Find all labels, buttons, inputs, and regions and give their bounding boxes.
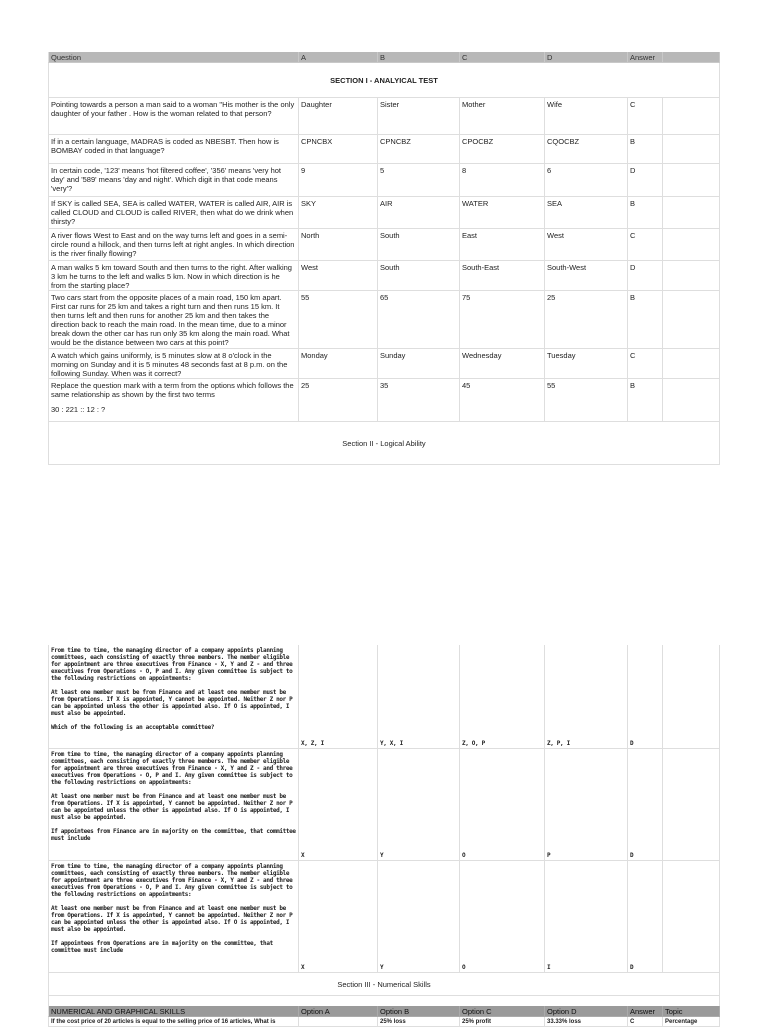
numerical-d-cell[interactable]: 33.33% loss xyxy=(545,1017,628,1027)
question-cell[interactable] xyxy=(48,229,299,261)
question-text: Pointing towards a person a man said to a woman "His mother is the only daughter of your father . How is the woman related to that person? xyxy=(51,100,295,118)
question-text: If in a certain language, MADRAS is coded as NBESBT. Then how is BOMBAY coded in that language? xyxy=(51,137,279,155)
option-b-cell[interactable]: CPNCBZ xyxy=(378,135,460,164)
table-row xyxy=(48,291,720,349)
option-a-cell[interactable]: SKY xyxy=(299,197,378,229)
option-c-cell[interactable]: South-East xyxy=(460,261,545,291)
option-d-cell[interactable]: West xyxy=(545,229,628,261)
question-text: If SKY is called SEA, SEA is called WATER, WATER is called AIR, AIR is called CLOUD and CLOUD is called RIVER, then what do we drink when thirsty? xyxy=(51,199,294,226)
option-a-cell[interactable]: West xyxy=(299,261,378,291)
numerical-header-question[interactable]: NUMERICAL AND GRAPHICAL SKILLS xyxy=(48,1006,299,1017)
question-text: At least one member must be from Finance and at least one member must be from Operations. If X is appointed, Y cannot be appointed. Neither Z nor P can be appointed unless the other is appointed also. If O is appointed, I must also be appointed. xyxy=(51,689,293,717)
numerical-header-a[interactable]: Option A xyxy=(299,1006,378,1017)
option-b-cell[interactable]: South xyxy=(378,261,460,291)
empty-cell[interactable] xyxy=(663,749,720,861)
question-cell[interactable] xyxy=(48,645,299,749)
header-empty[interactable] xyxy=(663,52,720,63)
section1-title: SECTION I - ANALYICAL TEST xyxy=(330,75,438,85)
answer-cell[interactable]: B xyxy=(628,197,663,229)
question-cell[interactable] xyxy=(48,261,299,291)
question-text: Replace the question mark with a term from the options which follows the same relationship as shown by the first two terms xyxy=(51,381,294,399)
option-a-cell[interactable]: 9 xyxy=(299,164,378,197)
option-c-cell[interactable]: Mother xyxy=(460,98,545,135)
table-row xyxy=(48,261,720,291)
table-row xyxy=(48,197,720,229)
question-text: At least one member must be from Finance and at least one member must be from Operations. If X is appointed, Y cannot be appointed. Neither Z nor P can be appointed unless the other is appointed also. If O is appointed, I must also be appointed. xyxy=(51,905,293,933)
question-cell[interactable] xyxy=(48,749,299,861)
question-cell[interactable] xyxy=(48,349,299,379)
table-row xyxy=(48,379,720,422)
numerical-answer-cell[interactable]: C xyxy=(628,1017,663,1027)
numerical-c-cell[interactable]: 25% profit xyxy=(460,1017,545,1027)
question-cell[interactable] xyxy=(48,379,299,422)
option-a-cell[interactable]: Monday xyxy=(299,349,378,379)
answer-cell[interactable]: C xyxy=(628,98,663,135)
analytical-test-table xyxy=(48,52,720,465)
section2-title-row xyxy=(48,422,720,465)
question-cell[interactable] xyxy=(48,197,299,229)
header-d[interactable]: D xyxy=(545,52,628,63)
section3-title-row xyxy=(48,973,720,996)
numerical-question-cell[interactable]: If the cost price of 20 articles is equal to the selling price of 16 articles, What is xyxy=(48,1017,299,1027)
option-d-cell[interactable]: Tuesday xyxy=(545,349,628,379)
option-a-cell[interactable]: CPNCBX xyxy=(299,135,378,164)
answer-cell[interactable]: B xyxy=(628,135,663,164)
option-b-cell[interactable]: AIR xyxy=(378,197,460,229)
option-a-cell[interactable]: X, Z, I xyxy=(299,645,378,749)
option-b-cell[interactable]: 65 xyxy=(378,291,460,349)
table-row xyxy=(48,645,720,749)
question-cell[interactable] xyxy=(48,135,299,164)
question-text: Two cars start from the opposite places of a main road, 150 km apart. First car runs for 25 km and takes a right turn and then runs 15 km. It then turns left and then runs for another 25 km and then takes the direction back to reach the main road. In the mean time, due to a minor break down the other car has run only 35 km along the main road. What would be the distance between two cars at this point? xyxy=(51,293,290,347)
option-b-cell[interactable]: South xyxy=(378,229,460,261)
question-text: At least one member must be from Finance and at least one member must be from Operations. If X is appointed, Y cannot be appointed. Neither Z nor P can be appointed unless the other is appointed also. If O is appointed, I must also be appointed. xyxy=(51,793,293,821)
section3-title: Section III - Numerical Skills xyxy=(337,979,431,989)
option-d-cell[interactable]: Wife xyxy=(545,98,628,135)
answer-cell[interactable]: D xyxy=(628,164,663,197)
table-row xyxy=(48,861,720,973)
option-d-cell[interactable]: Z, P, I xyxy=(545,645,628,749)
question-cell[interactable] xyxy=(48,861,299,973)
option-b-cell[interactable]: 5 xyxy=(378,164,460,197)
answer-cell[interactable]: B xyxy=(628,291,663,349)
empty-cell[interactable] xyxy=(663,291,720,349)
table-row xyxy=(48,349,720,379)
question-text: A watch which gains uniformly, is 5 minutes slow at 8 o'clock in the morning on Sunday and it is 5 minutes 48 seconds fast at 8 p.m. on the following Sunday. When was it correct? xyxy=(51,351,288,378)
question-text: If appointees from Operations are in majority on the committee, that committee must include xyxy=(51,940,273,954)
header-question[interactable]: Question xyxy=(48,52,299,63)
option-d-cell[interactable]: 55 xyxy=(545,379,628,422)
option-a-cell[interactable]: Daughter xyxy=(299,98,378,135)
answer-cell[interactable]: D xyxy=(628,749,663,861)
question-cell[interactable] xyxy=(48,98,299,135)
empty-cell[interactable] xyxy=(663,135,720,164)
option-c-cell[interactable]: O xyxy=(460,749,545,861)
numerical-partial-row xyxy=(48,1017,720,1027)
answer-cell[interactable]: B xyxy=(628,379,663,422)
empty-cell[interactable] xyxy=(663,861,720,973)
option-b-cell[interactable]: Sunday xyxy=(378,349,460,379)
empty-cell[interactable] xyxy=(663,379,720,422)
numerical-header-topic[interactable]: Topic xyxy=(663,1006,720,1017)
option-b-cell[interactable]: 35 xyxy=(378,379,460,422)
question-text: From time to time, the managing director of a company appoints planning committees, each consisting of exactly three members. The member eligible for appointment are three executives from Finance - X, Y and Z - and three executives from Operations - O, P and I. Any given committee is subject to the following restrictions on appointments: xyxy=(51,647,293,682)
empty-cell[interactable] xyxy=(663,645,720,749)
numerical-header-c[interactable]: Option C xyxy=(460,1006,545,1017)
header-answer[interactable]: Answer xyxy=(628,52,663,63)
question-text: A river flows West to East and on the way turns left and goes in a semi-circle round a hillock, and then turns left at right angles. In which direction is the river finally flowing? xyxy=(51,231,295,258)
question-cell[interactable] xyxy=(48,164,299,197)
logical-ability-table xyxy=(48,645,720,1008)
answer-cell[interactable]: C xyxy=(628,229,663,261)
table-row xyxy=(48,749,720,861)
option-c-cell[interactable]: Z, O, P xyxy=(460,645,545,749)
empty-cell[interactable] xyxy=(663,261,720,291)
option-d-cell[interactable]: I xyxy=(545,861,628,973)
option-d-cell[interactable]: P xyxy=(545,749,628,861)
option-d-cell[interactable]: South-West xyxy=(545,261,628,291)
option-c-cell[interactable]: 8 xyxy=(460,164,545,197)
option-a-cell[interactable]: X xyxy=(299,749,378,861)
option-b-cell[interactable]: Y, X, I xyxy=(378,645,460,749)
numerical-b-cell[interactable]: 25% loss xyxy=(378,1017,460,1027)
empty-cell[interactable] xyxy=(663,164,720,197)
option-d-cell[interactable]: CQOCBZ xyxy=(545,135,628,164)
option-a-cell[interactable]: 55 xyxy=(299,291,378,349)
question-text: A man walks 5 km toward South and then turns to the right. After walking 3 km he turns to the left and walks 5 km. Now in which direction is he from the starting place? xyxy=(51,263,292,290)
answer-cell[interactable]: D xyxy=(628,645,663,749)
option-c-cell[interactable]: WATER xyxy=(460,197,545,229)
option-d-cell[interactable]: 6 xyxy=(545,164,628,197)
question-cell[interactable] xyxy=(48,291,299,349)
numerical-header-row xyxy=(48,1006,720,1017)
option-a-cell[interactable]: X xyxy=(299,861,378,973)
question-text: 30 : 221 :: 12 : ? xyxy=(51,405,106,414)
option-c-cell[interactable]: O xyxy=(460,861,545,973)
numerical-header-b[interactable]: Option B xyxy=(378,1006,460,1017)
option-a-cell[interactable]: North xyxy=(299,229,378,261)
question-text: From time to time, the managing director of a company appoints planning committees, each consisting of exactly three members. The member eligible for appointment are three executives from Finance - X, Y and Z - and three executives from Operations - O, P and I. Any given committee is subject to the following restrictions on appointments: xyxy=(51,863,293,898)
numerical-header-d[interactable]: Option D xyxy=(545,1006,628,1017)
empty-cell[interactable] xyxy=(663,98,720,135)
table-row xyxy=(48,135,720,164)
option-b-cell[interactable]: Sister xyxy=(378,98,460,135)
numerical-topic-cell[interactable]: Percentage xyxy=(663,1017,720,1027)
option-c-cell[interactable]: Wednesday xyxy=(460,349,545,379)
empty-cell[interactable] xyxy=(663,349,720,379)
table-row xyxy=(48,98,720,135)
option-b-cell[interactable]: Y xyxy=(378,749,460,861)
question-text: Which of the following is an acceptable committee? xyxy=(51,724,215,731)
option-c-cell[interactable]: CPOCBZ xyxy=(460,135,545,164)
question-text: In certain code, '123' means 'hot filtered coffee', '356' means 'very hot day' and '589' means 'day and night'. Which digit in that code means 'very'? xyxy=(51,166,282,193)
option-c-cell[interactable]: 75 xyxy=(460,291,545,349)
numerical-header-answer[interactable]: Answer xyxy=(628,1006,663,1017)
empty-cell[interactable] xyxy=(663,197,720,229)
numerical-a-cell[interactable] xyxy=(299,1017,378,1027)
header-b[interactable]: B xyxy=(378,52,460,63)
section2-title: Section II - Logical Ability xyxy=(342,438,426,448)
answer-cell[interactable]: D xyxy=(628,261,663,291)
header-c[interactable]: C xyxy=(460,52,545,63)
table-row xyxy=(48,164,720,197)
section1-title-row xyxy=(48,63,720,98)
option-c-cell[interactable]: East xyxy=(460,229,545,261)
option-b-cell[interactable]: Y xyxy=(378,861,460,973)
header-a[interactable]: A xyxy=(299,52,378,63)
column-header-row xyxy=(48,52,720,63)
option-a-cell[interactable]: 25 xyxy=(299,379,378,422)
answer-cell[interactable]: C xyxy=(628,349,663,379)
question-text: If appointees from Finance are in majority on the committee, that committee must include xyxy=(51,828,296,842)
question-text: From time to time, the managing director of a company appoints planning committees, each consisting of exactly three members. The member eligible for appointment are three executives from Finance - X, Y and Z - and three executives from Operations - O, P and I. Any given committee is subject to the following restrictions on appointments: xyxy=(51,751,293,786)
option-d-cell[interactable]: 25 xyxy=(545,291,628,349)
option-d-cell[interactable]: SEA xyxy=(545,197,628,229)
empty-cell[interactable] xyxy=(663,229,720,261)
option-c-cell[interactable]: 45 xyxy=(460,379,545,422)
answer-cell[interactable]: D xyxy=(628,861,663,973)
table-row xyxy=(48,229,720,261)
